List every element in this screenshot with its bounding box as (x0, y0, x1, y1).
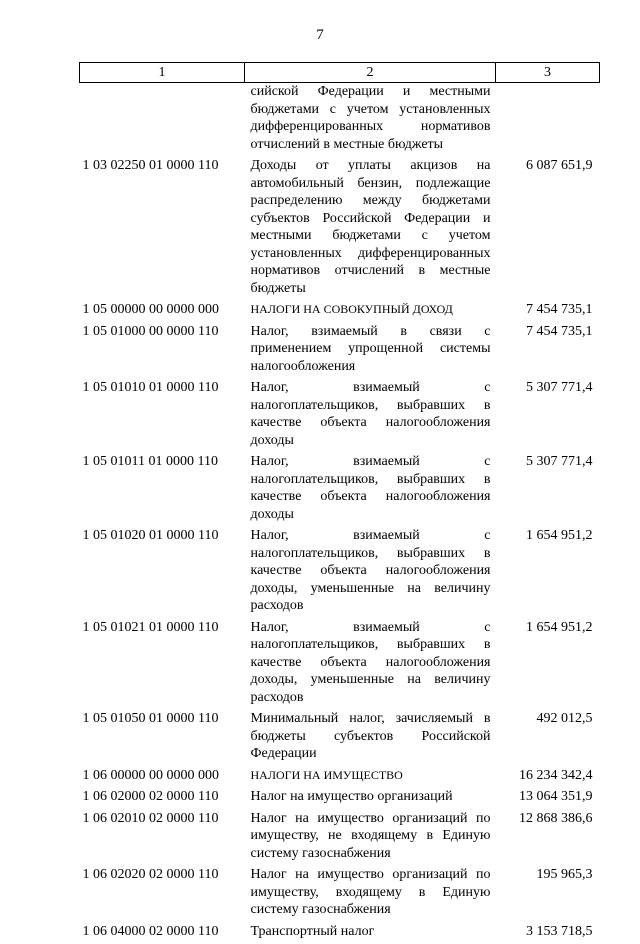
table-body (80, 83, 600, 944)
column-header-1: 1 (80, 63, 245, 83)
column-header-3: 3 (496, 63, 600, 83)
row-name: Налог, взимаемый в связи с применением упрощенной системы налогообложения (245, 323, 496, 380)
row-amount (496, 83, 600, 158)
row-amount: 3 153 718,5 (496, 923, 600, 944)
row-name: сийской Федерации и местными бюджетами с учетом установленных дифференцированных нормативов отчислений в местные бюджеты (245, 83, 496, 158)
table-row (80, 866, 600, 923)
row-name: Транспортный налог (245, 923, 496, 944)
row-amount: 6 087 651,9 (496, 157, 600, 301)
row-name: НАЛОГИ НА СОВОКУПНЫЙ ДОХОД (245, 301, 496, 323)
row-code: 1 06 00000 00 0000 000 (80, 767, 245, 789)
row-name: Налог на имущество организаций по имуществу, входящему в Единую систему газоснабжения (245, 866, 496, 923)
row-name: Налог, взимаемый с налогоплательщиков, выбравших в качестве объекта налогообложения доходы, уменьшенные на величину расходов (245, 527, 496, 619)
table-row (80, 323, 600, 380)
row-amount: 1 654 951,2 (496, 619, 600, 711)
table-row (80, 301, 600, 323)
header-row (80, 63, 600, 83)
row-code: 1 05 01020 01 0000 110 (80, 527, 245, 619)
row-name: Налог, взимаемый с налогоплательщиков, выбравших в качестве объекта налогообложения доходы (245, 453, 496, 527)
row-amount: 5 307 771,4 (496, 453, 600, 527)
table-row (80, 810, 600, 867)
row-name: Налог на имущество организаций (245, 788, 496, 810)
row-amount: 12 868 386,6 (496, 810, 600, 867)
row-name: Минимальный налог, зачисляемый в бюджеты субъектов Российской Федерации (245, 710, 496, 767)
table-row (80, 710, 600, 767)
page-number: 7 (0, 27, 640, 44)
row-name: Доходы от уплаты акцизов на автомобильный бензин, подлежащие распределению между бюджетами субъектов Российской Федерации и местными бюджетами с учетом установленных дифференцированных нормативов отчислений в местные бюджеты (245, 157, 496, 301)
row-code: 1 03 02250 01 0000 110 (80, 157, 245, 301)
table-row (80, 619, 600, 711)
budget-table (79, 62, 600, 944)
row-amount: 13 064 351,9 (496, 788, 600, 810)
table-row (80, 788, 600, 810)
column-header-2: 2 (245, 63, 496, 83)
row-name: Налог, взимаемый с налогоплательщиков, выбравших в качестве объекта налогообложения доходы, уменьшенные на величину расходов (245, 619, 496, 711)
row-amount: 16 234 342,4 (496, 767, 600, 789)
row-code: 1 05 01010 01 0000 110 (80, 379, 245, 453)
table-row (80, 83, 600, 158)
table-row (80, 767, 600, 789)
table-row (80, 379, 600, 453)
table-row (80, 527, 600, 619)
table-row (80, 923, 600, 944)
row-code (80, 83, 245, 158)
row-amount: 7 454 735,1 (496, 323, 600, 380)
row-name: Налог на имущество организаций по имуществу, не входящему в Единую систему газоснабжения (245, 810, 496, 867)
row-code: 1 06 02020 02 0000 110 (80, 866, 245, 923)
row-name: Налог, взимаемый с налогоплательщиков, выбравших в качестве объекта налогообложения доходы (245, 379, 496, 453)
row-code: 1 05 01021 01 0000 110 (80, 619, 245, 711)
row-amount: 5 307 771,4 (496, 379, 600, 453)
row-amount: 195 965,3 (496, 866, 600, 923)
row-code: 1 06 02000 02 0000 110 (80, 788, 245, 810)
row-name: НАЛОГИ НА ИМУЩЕСТВО (245, 767, 496, 789)
row-amount: 1 654 951,2 (496, 527, 600, 619)
row-code: 1 06 04000 02 0000 110 (80, 923, 245, 944)
table-header (80, 63, 600, 83)
row-code: 1 05 01000 00 0000 110 (80, 323, 245, 380)
row-code: 1 05 00000 00 0000 000 (80, 301, 245, 323)
table-row (80, 157, 600, 301)
table-row (80, 453, 600, 527)
row-amount: 492 012,5 (496, 710, 600, 767)
row-code: 1 06 02010 02 0000 110 (80, 810, 245, 867)
row-code: 1 05 01011 01 0000 110 (80, 453, 245, 527)
row-amount: 7 454 735,1 (496, 301, 600, 323)
row-code: 1 05 01050 01 0000 110 (80, 710, 245, 767)
